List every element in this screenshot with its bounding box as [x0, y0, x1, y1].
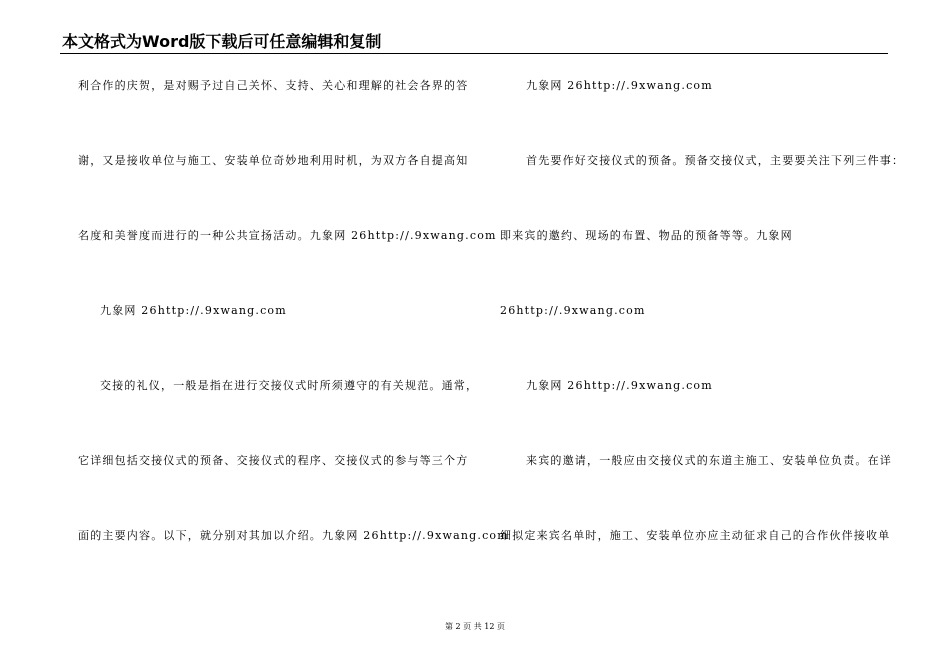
paragraph-line: 首先要作好交接仪式的预备。预备交接仪式，主要要关注下列三件事：: [526, 154, 905, 167]
paragraph-line: 面的主要内容。以下，就分别对其加以介绍。九象网 26http://.9xwang.com: [78, 529, 509, 542]
header-title: 本文格式为Word版下载后可任意编辑和复制: [62, 32, 382, 51]
paragraph-line: 即来宾的邀约、现场的布置、物品的预备等等。九象网: [500, 229, 793, 242]
paragraph-line: 九象网 26http://.9xwang.com: [100, 304, 287, 317]
paragraph-line: 名度和美誉度而进行的一种公共宣扬活动。九象网 26http://.9xwang.com: [78, 229, 497, 242]
paragraph-line: 九象网 26http://.9xwang.com: [526, 379, 713, 392]
paragraph-line: 交接的礼仪，一般是指在进行交接仪式时所须遵守的有关规范。通常，: [100, 379, 479, 392]
paragraph-line: 细拟定来宾名单时，施工、安装单位亦应主动征求自己的合作伙伴接收单: [500, 529, 891, 542]
header-divider: [60, 53, 888, 54]
page-number: 第 2 页 共 12 页: [445, 622, 505, 631]
paragraph-line: 26http://.9xwang.com: [500, 304, 646, 317]
paragraph-line: 九象网 26http://.9xwang.com: [526, 79, 713, 92]
paragraph-line: 它详细包括交接仪式的预备、交接仪式的程序、交接仪式的参与等三个方: [78, 454, 469, 467]
paragraph-line: 利合作的庆贺，是对赐予过自己关怀、支持、关心和理解的社会各界的答: [78, 79, 469, 92]
paragraph-line: 谢，又是接收单位与施工、安装单位奇妙地利用时机，为双方各自提高知: [78, 154, 469, 167]
paragraph-line: 来宾的邀请，一般应由交接仪式的东道主施工、安装单位负责。在详: [526, 454, 892, 467]
